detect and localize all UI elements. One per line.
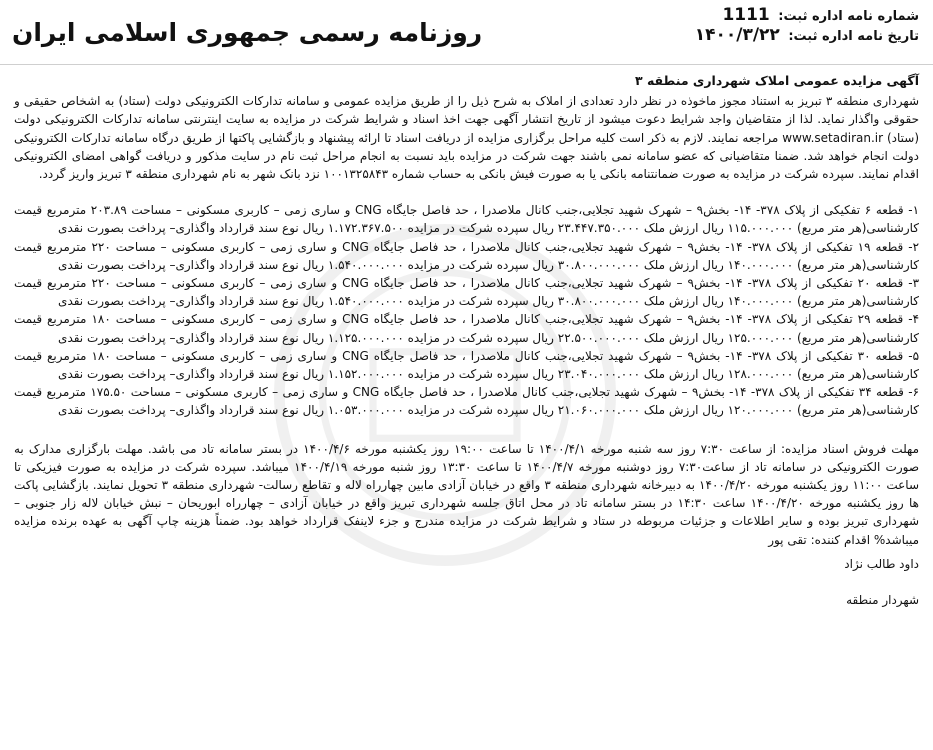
page-header	[0, 0, 933, 65]
property-item: ۶- قطعه ۳۴ تفکیکی از پلاک ۳۷۸- ۱۴- بخش۹ – شهرک شهید تجلایی،جنب کانال ملاصدرا ، حد فاصل جایگاه CNG و ساری زمی – کاربری مسکونی – مساحت ۱۷۵.۵۰ مترمربع قیمت کارشناسی(هر متر مربع) ۱۲۰.۰۰۰.۰۰۰ ریال ارزش ملک ۲۱.۰۶۰.۰۰۰.۰۰۰ ریال سپرده شرکت در مزایده ۱.۰۵۳.۰۰۰.۰۰۰ ریال نوع سند قرارداد واگذاری– پرداخت بصورت نقدی	[14, 385, 920, 418]
property-item: ۱- قطعه ۶ تفکیکی از پلاک ۳۷۸- ۱۴- بخش۹ – شهرک شهید تجلایی،جنب کانال ملاصدرا ، حد فاصل جایگاه CNG و ساری زمی – کاربری مسکونی – مساحت ۲۰۳.۸۹ مترمربع قیمت کارشناسی(هر متر مربع) ۱۱۵.۰۰۰.۰۰۰ ریال ارزش ملک ۲۳.۴۴۷.۳۵۰.۰۰۰ ریال سپرده شرکت در مزایده ۱.۱۷۲.۳۶۷.۵۰۰ ریال نوع سند قرارداد واگذاری– پرداخت بصورت نقدی	[14, 203, 920, 236]
registration-number-row	[695, 6, 919, 26]
ad-intro: شهرداری منطقه ۳ تبریز به استناد مجوز ماخوذه در نظر دارد تعدادی از املاک به شرح ذیل را از طریق مزایده عمومی و سامانه تدارکات الکترونیکی دولت (ستاد) به اشخاص حقیقی و حقوقی واگذار نماید. لذا از متقاضیان واجد شرایط دعوت میشود از تاریخ انتشار آگهی جهت اخذ اسناد و شرایط شرکت در مزایده به سایت اینترنتی سامانه تدارکات الکترونیکی دولت (ستاد) www.setadiran.ir مراجعه نمایند. لازم به ذکر است کلیه مراحل برگزاری مزایده از دریافت اسناد تا ارائه پیشنهاد و بازگشایی پاکتها از طریق درگاه سامانه تدارکات الکترونیکی دولت انجام خواهد شد. ضمنا متقاضیانی که عضو سامانه نمی باشند جهت شرکت در مزایده باید نسبت به انجام مراحل ثبت نام در سایت مذکور و دریافت گواهی امضای الکترونیکی اقدام نمایند. سپرده شرکت در مزایده به صورت ضمانتنامه بانکی یا به صورت فیش بانکی به حساب شماره ۱۰۰۱۳۲۵۸۴۳ نزد بانک شهر به نام شهرداری منطقه ۳ تبریز واریز گردد.	[14, 94, 919, 182]
registration-number-value: 1111	[722, 5, 770, 25]
deadline-paragraph: مهلت فروش اسناد مزایده: از ساعت ۷:۳۰ روز سه شنبه مورخه ۱۴۰۰/۴/۱ تا ساعت ۱۹:۰۰ روز یکشنبه مورخه ۱۴۰۰/۴/۶ در بستر سامانه تاد می باشد. مهلت بارگزاری مدارک به صورت الکترونیکی در سامانه تاد از ساعت۷:۳۰ روز دوشنبه مورخه ۱۴۰۰/۴/۷ تا ساعت ۱۳:۳۰ روز شنبه مورخه ۱۴۰۰/۴/۱۹ میباشد. سپرده شرکت در مزایده به صورت فیزیکی تا ساعت ۱۱:۰۰ روز یکشنبه مورخه ۱۴۰۰/۴/۲۰ به دبیرخانه شهرداری منطقه ۳ واقع در خیابان آزادی مابین چهارراه لاله و تقاطع رسالت- شهرداری منطقه ۳ تحویل نمایند. بازگشایی پاکت ها روز یکشنبه مورخه ۱۴۰۰/۴/۲۰ ساعت ۱۴:۳۰ در بستر سامانه تاد در محل اتاق جلسه شهرداری تبریز واقع در خیابان آزادی – چهارراه ابوریحان – نبش خیابان لاله زار جنوبی – شهرداری تبریز بوده و سایر اطلاعات و جزئیات مربوطه در ستاد و شرایط شرکت در مزایده مندرج و جزء لاینفک قرارداد خواهد بود. ضمناً هزینه چاپ آگهی به عهده برنده مزایده میباشد% اقدام کننده: تقی پور	[14, 441, 920, 547]
registration-info	[695, 6, 919, 46]
property-item: ۵- قطعه ۳۰ تفکیکی از پلاک ۳۷۸- ۱۴- بخش۹ – شهرک شهید تجلایی،جنب کانال ملاصدرا ، حد فاصل جایگاه CNG و ساری زمی – کاربری مسکونی – مساحت ۱۸۰ مترمربع قیمت کارشناسی(هر متر مربع) ۱۲۸.۰۰۰.۰۰۰ ریال ارزش ملک ۲۳.۰۴۰.۰۰۰.۰۰۰ ریال سپرده شرکت در مزایده ۱.۱۵۲.۰۰۰.۰۰۰ ریال نوع سند قرارداد واگذاری– پرداخت بصورت نقدی	[14, 348, 920, 382]
property-item: ۲- قطعه ۱۹ تفکیکی از پلاک ۳۷۸- ۱۴- بخش۹ – شهرک شهید تجلایی،جنب کانال ملاصدرا ، حد فاصل جایگاه CNG و ساری زمی – کاربری مسکونی – مساحت ۲۲۰ مترمربع قیمت کارشناسی(هر متر مربع) ۱۴۰.۰۰۰.۰۰۰ ریال ارزش ملک ۳۰.۸۰۰.۰۰۰.۰۰۰ ریال سپرده شرکت در مزایده ۱.۵۴۰.۰۰۰.۰۰۰ ریال نوع سند قرارداد واگذاری– پرداخت بصورت نقدی	[14, 239, 920, 272]
property-list	[14, 201, 919, 419]
ad-content	[14, 72, 919, 746]
registration-number-label: شماره نامه اداره ثبت:	[778, 9, 919, 24]
submitter-name: داود طالب نژاد	[844, 556, 919, 571]
newspaper-title: روزنامه رسمی جمهوری اسلامی ایران	[12, 18, 483, 47]
property-item: ۴- قطعه ۲۹ تفکیکی از پلاک ۳۷۸- ۱۴- بخش۹ – شهرک شهید تجلایی،جنب کانال ملاصدرا ، حد فاصل جایگاه CNG و ساری زمی – کاربری مسکونی – مساحت ۱۸۰ مترمربع قیمت کارشناسی(هر متر مربع) ۱۲۵.۰۰۰.۰۰۰ ریال ارزش ملک ۲۲.۵۰۰.۰۰۰.۰۰۰ ریال سپرده شرکت در مزایده ۱.۱۲۵.۰۰۰.۰۰۰ ریال نوع سند قرارداد واگذاری– پرداخت بصورت نقدی	[14, 312, 920, 345]
signer-title: شهردار منطقه	[846, 593, 919, 608]
registration-date-value: ۱۴۰۰/۳/۲۲	[694, 25, 780, 45]
property-item: ۳- قطعه ۲۰ تفکیکی از پلاک ۳۷۸- ۱۴- بخش۹ – شهرک شهید تجلایی،جنب کانال ملاصدرا ، حد فاصل جایگاه CNG و ساری زمی – کاربری مسکونی – مساحت ۲۲۰ مترمربع قیمت کارشناسی(هر متر مربع) ۱۴۰.۰۰۰.۰۰۰ ریال ارزش ملک ۳۰.۸۰۰.۰۰۰.۰۰۰ ریال سپرده شرکت در مزایده ۱.۵۴۰.۰۰۰.۰۰۰ ریال نوع سند قرارداد واگذاری– پرداخت بصورت نقدی	[14, 276, 920, 309]
registration-date-row	[695, 26, 919, 46]
registration-date-label: تاریخ نامه اداره ثبت:	[788, 29, 919, 44]
ad-title: آگهی مزایده عمومی املاک شهرداری منطقه ۳	[634, 73, 919, 88]
